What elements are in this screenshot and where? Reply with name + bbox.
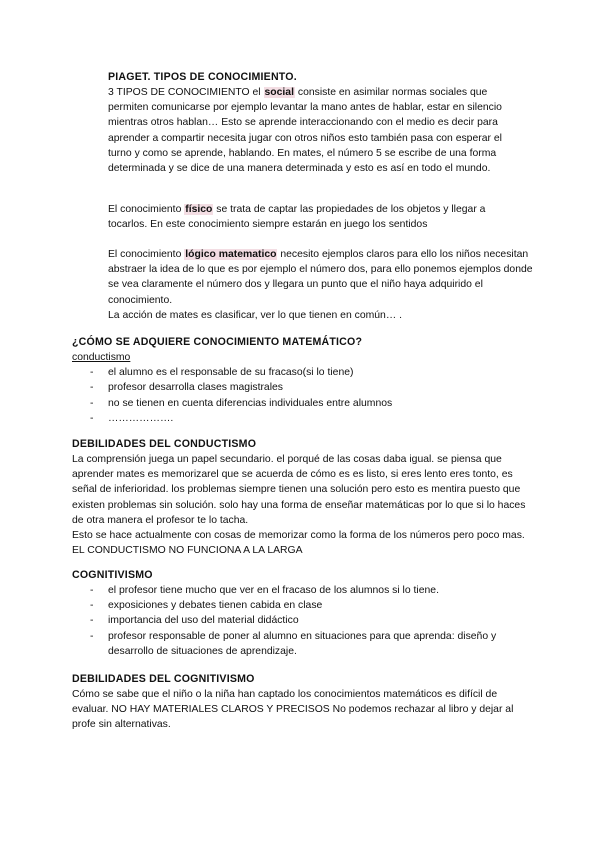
- list-item: - el profesor tiene mucho que ver en el fracaso de los alumnos si lo tiene.: [90, 583, 532, 598]
- debilidades-conductismo-section: [72, 437, 532, 558]
- list-item: - importancia del uso del material didáctico: [90, 613, 532, 628]
- fisico-paragraph: [108, 202, 513, 232]
- social-post: consiste en asimilar normas sociales que permiten comunicarse por ejemplo levantar la mano antes de hablar, estar en silencio mientras otros hablan… Esto se aprende interaccionando con el medio es decir para aprender a compartir necesita jugar con otros niños esto también pasa con esperar el turno y como se aprende, hablando. En mates, el número 5 se escribe de una forma determinada y se dice de una manera determinada y esto es así en todo el mundo.: [108, 87, 502, 175]
- logico-pre: El conocimiento: [108, 249, 185, 260]
- list-item: - profesor desarrolla clases magistrales: [90, 380, 542, 395]
- list-item: - exposiciones y debates tienen cabida en clase: [90, 598, 532, 613]
- cognitivismo-title: COGNITIVISMO: [72, 569, 153, 581]
- debilidades-cognitivismo-para: Cómo se sabe que el niño o la niña han captado los conocimientos matemáticos es difícil de evaluar. NO HAY MATERIALES CLAROS Y PRECISOS No podemos rechazar al libro y dejar al profe sin alternativas.: [72, 689, 514, 731]
- list-item: - no se tienen en cuenta diferencias individuales entre alumnos: [90, 396, 542, 411]
- piaget-section: [108, 70, 518, 176]
- adquiere-section: [72, 335, 542, 426]
- logico-section: [108, 247, 533, 323]
- fisico-section: [108, 202, 513, 232]
- social-pre: 3 TIPOS DE CONOCIMIENTO el: [108, 87, 264, 98]
- fisico-term: físico: [185, 204, 213, 215]
- cognitivismo-section: [72, 568, 532, 659]
- debilidades-cognitivismo-title: DEBILIDADES DEL COGNITIVISMO: [72, 673, 255, 685]
- logico-extra: La acción de mates es clasificar, ver lo que tienen en común… .: [108, 309, 402, 321]
- debilidades-conductismo-title: DEBILIDADES DEL CONDUCTISMO: [72, 438, 257, 450]
- logico-term: lógico matematico: [185, 249, 277, 260]
- fisico-post: se trata de captar las propiedades de los objetos y llegar a tocarlos. En este conocimiento siempre estarán en juego los sentidos: [108, 204, 486, 231]
- debilidades-conductismo-para2: Esto se hace actualmente con cosas de memorizar como la forma de los números pero poco mas. EL CONDUCTISMO NO FUNCIONA A LA LARGA: [72, 530, 525, 557]
- social-paragraph: [108, 85, 518, 176]
- list-item: - ……………….: [90, 411, 542, 426]
- debilidades-conductismo-para1: La comprensión juega un papel secundario. el porqué de las cosas daba igual. se piensa que aprender mates es memorizarel que se acuerda de cómo es es listo, si eres lento eres tonto, es señal de inferioridad. los problemas siempre tienen una solución pero esto es mentira puesto que existen problemas sin solución. solo hay una forma de enseñar matemáticas por lo que si lo haces de otra manera el profesor te lo tacha.: [72, 454, 526, 526]
- piaget-title: PIAGET. TIPOS DE CONOCIMIENTO.: [108, 71, 297, 83]
- adquiere-title: ¿CÓMO SE ADQUIERE CONOCIMIENTO MATEMÁTICO?: [72, 336, 363, 348]
- cognitivismo-list: [90, 583, 532, 659]
- conductismo-subtitle: conductismo: [72, 352, 131, 363]
- logico-paragraph: [108, 247, 533, 308]
- debilidades-cognitivismo-section: [72, 672, 532, 733]
- conductismo-list: [90, 365, 542, 426]
- logico-post: necesito ejemplos claros para ello los niños necesitan abstraer la idea de lo que es por ejemplo el número dos, para ello ponemos ejemplos donde se vea claramente el número dos y llegara un punto que el niño haya adquirido el conocimiento.: [108, 249, 533, 306]
- list-item: - profesor responsable de poner al alumno en situaciones para que aprenda: diseño y desarrollo de situaciones de aprendizaje.: [90, 629, 532, 659]
- social-term: social: [264, 87, 294, 98]
- fisico-pre: El conocimiento: [108, 204, 185, 215]
- list-item: - el alumno es el responsable de su fracaso(si lo tiene): [90, 365, 542, 380]
